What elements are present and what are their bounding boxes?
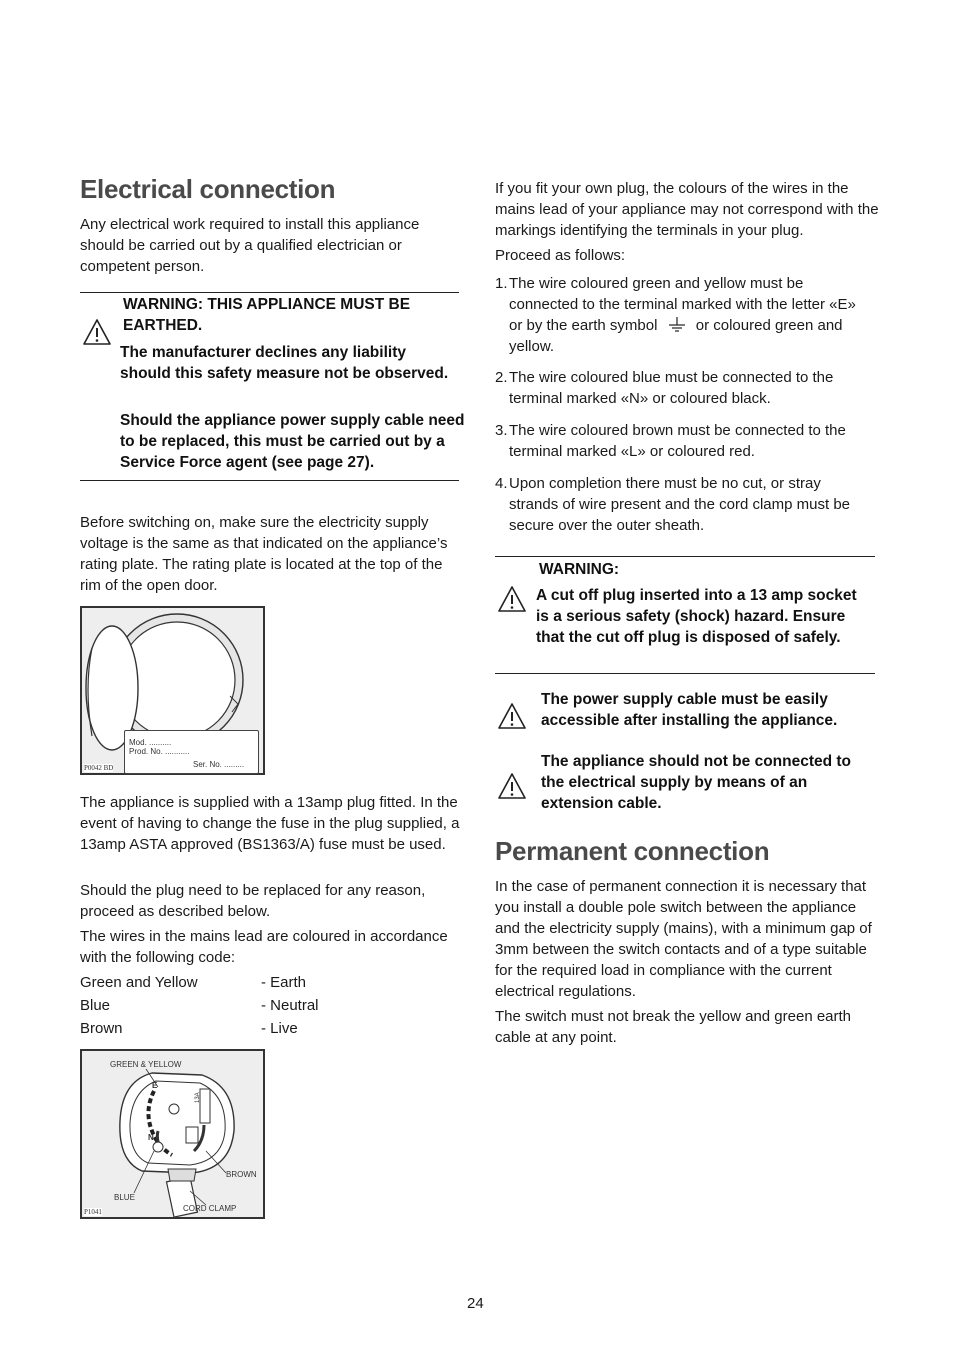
own-plug-paragraph: If you fit your own plug, the colours of the wires in the mains lead of your appliance may not correspond with the markings identifying the terminals in your plug.: [495, 180, 879, 239]
section-title-permanent-connection: Permanent connection: [495, 836, 770, 866]
before-switching-paragraph: Before switching on, make sure the electricity supply voltage is the same as that indicated on the appliance’s rating plate. The rating plate is located at the top of the rim of the open door.: [80, 514, 448, 594]
step-text-end: or coloured green and yellow.: [509, 317, 843, 355]
permanent-connection-paragraph: In the case of permanent connection it is necessary that you install a double pole switch between the appliance and the electricity supply (mains), with a minimum gap of 3mm between the switch contacts and of a type suitable for the required load in compliance with the current electrical regulations.: [495, 878, 872, 1000]
divider: [80, 292, 459, 293]
rating-plate-ser: Ser. No. .........: [193, 760, 245, 769]
step-3: [495, 420, 875, 462]
warning-service-force: Should the appliance power supply cable need to be replaced, this must be carried out by a Service Force agent (see page 27).: [120, 412, 465, 471]
step-4: [495, 473, 870, 536]
proceed-label: Proceed as follows:: [495, 247, 626, 264]
warning-earthed: WARNING: THIS APPLIANCE MUST BE EARTHED.: [123, 296, 411, 334]
wire-code-colour-3: Brown: [80, 1020, 123, 1037]
divider: [80, 480, 459, 481]
step-number: 4.: [495, 475, 508, 492]
rating-plate-mod: Mod. ..........: [129, 738, 172, 747]
warning-liability: The manufacturer declines any liability should this safety measure not be observed.: [120, 344, 449, 382]
step-2: [495, 367, 865, 409]
label-brown: BROWN: [226, 1170, 257, 1179]
terminal-n-label: N: [148, 1133, 154, 1142]
rating-plate-figure: [80, 606, 265, 775]
wire-code-colour-1: Green and Yellow: [80, 974, 198, 991]
label-green-yellow: GREEN & YELLOW: [110, 1060, 182, 1069]
step-text: The wire coloured brown must be connected to the terminal marked «L» or coloured red.: [509, 422, 846, 460]
page-number: 24: [467, 1295, 484, 1312]
warning-triangle-icon: [497, 772, 527, 800]
warning-triangle-icon: [82, 318, 112, 346]
switch-earth-paragraph: The switch must not break the yellow and green earth cable at any point.: [495, 1008, 852, 1046]
rating-plate-prod: Prod. No. ...........: [129, 747, 190, 756]
step-text: Upon completion there must be no cut, or stray strands of wire present and the cord clamp must be secure over the outer sheath.: [509, 475, 851, 534]
plug-illustration: [82, 1051, 263, 1217]
wire-code-intro: The wires in the mains lead are coloured in accordance with the following code:: [80, 928, 448, 966]
step-text: The wire coloured blue must be connected to the terminal marked «N» or coloured black.: [509, 369, 834, 407]
label-blue: BLUE: [114, 1193, 135, 1202]
step-number: 3.: [495, 422, 508, 439]
section-title-electrical-connection: Electrical connection: [80, 174, 336, 204]
fuse-label: 13A: [195, 1092, 201, 1103]
wire-code-colour-2: Blue: [80, 997, 111, 1014]
note-accessible-cable: The power supply cable must be easily accessible after installing the appliance.: [541, 691, 838, 729]
divider: [495, 556, 875, 557]
terminal-e-label: E: [152, 1081, 158, 1090]
divider: [495, 673, 875, 674]
plug-supplied-paragraph: The appliance is supplied with a 13amp plug fitted. In the event of having to change the fuse in the plug supplied, a 13amp ASTA approved (BS1363/A) fuse must be used.: [80, 794, 460, 853]
warning2-text: A cut off plug inserted into a 13 amp socket is a serious safety (shock) hazard. Ensure that the cut off plug is disposed of safely.: [536, 587, 857, 646]
warning2-title: WARNING:: [539, 561, 620, 578]
earth-symbol-icon: [666, 317, 688, 333]
step-text: The wire coloured green and yellow must be connected to the terminal marked with the letter «E» or by the earth symbol: [509, 275, 856, 334]
wire-code-meaning-1: - Earth: [261, 974, 307, 991]
figure-code: P0042 BD: [84, 764, 114, 772]
figure-code: P1041: [84, 1208, 102, 1216]
wire-code-meaning-3: - Live: [261, 1020, 298, 1037]
label-cord-clamp: CORD CLAMP: [183, 1204, 237, 1213]
intro-paragraph: Any electrical work required to install this appliance should be carried out by a qualified electrician or competent person.: [80, 216, 420, 275]
plug-replace-paragraph: Should the plug need to be replaced for any reason, proceed as described below.: [80, 882, 426, 920]
note-no-extension-cable: The appliance should not be connected to the electrical supply by means of an extension cable.: [541, 753, 852, 812]
wire-code-meaning-2: - Neutral: [261, 997, 319, 1014]
plug-wiring-figure: [80, 1049, 265, 1219]
step-1: [495, 273, 865, 357]
step-number: 2.: [495, 369, 508, 386]
warning-triangle-icon: [497, 585, 527, 613]
warning-triangle-icon: [497, 702, 527, 730]
step-number: 1.: [495, 275, 508, 292]
rating-plate: [124, 730, 259, 774]
